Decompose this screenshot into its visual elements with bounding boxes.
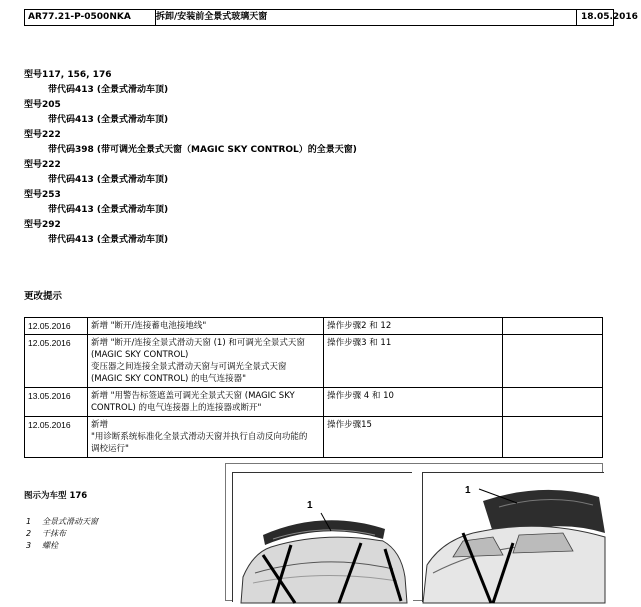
car-rear-illustration xyxy=(232,472,412,602)
car-roof-illustration xyxy=(422,472,604,602)
model-code: 带代码413 (全景式滑动车顶) xyxy=(48,85,169,95)
change-description: 新增 "用警告标签遮盖可调光全景式天窗 (MAGIC SKY CONTROL) 的电气连接器上的连接器或断开" xyxy=(87,388,323,417)
model-type: 型号117, 156, 176 xyxy=(24,70,112,80)
callout-label: 1 xyxy=(307,500,313,511)
model-code: 带代码413 (全景式滑动车顶) xyxy=(48,175,169,185)
changes-table xyxy=(24,317,603,458)
table-row xyxy=(25,417,603,458)
change-date: 13.05.2016 xyxy=(25,388,88,417)
model-code: 带代码413 (全景式滑动车顶) xyxy=(48,205,169,215)
change-description: 新增 "断开/连接蓄电池接地线" xyxy=(87,318,323,335)
model-code: 带代码398 (带可调光全景式天窗（MAGIC SKY CONTROL）的全景天窗) xyxy=(48,145,357,155)
document-header xyxy=(24,9,638,26)
change-steps: 操作步骤3 和 11 xyxy=(324,335,503,388)
change-description: 新增 "用诊断系统标准化全景式滑动天窗并执行自动反向功能的 调校运行" xyxy=(87,417,323,458)
table-row xyxy=(25,335,603,388)
model-type: 型号253 xyxy=(24,190,61,200)
empty-cell xyxy=(503,388,603,417)
model-type: 型号222 xyxy=(24,130,61,140)
document-title: 拆卸/安装前全景式玻璃天窗 xyxy=(153,10,577,25)
model-type: 型号222 xyxy=(24,160,61,170)
car-rear-drawing xyxy=(233,473,413,603)
model-type: 型号292 xyxy=(24,220,61,230)
change-date: 12.05.2016 xyxy=(25,335,88,388)
figure-title: 图示为车型 176 xyxy=(24,491,88,501)
change-description: 新增 "断开/连接全景式滑动天窗 (1) 和可调光全景式天窗 (MAGIC SKY CONTROL) 变压器之间连接全景式滑动天窗与可调光全景式天窗 (MAGIC SKY CONTROL) 的电气连接器" xyxy=(87,335,323,388)
empty-cell xyxy=(503,335,603,388)
change-date: 12.05.2016 xyxy=(25,417,88,458)
document-code: AR77.21-P-0500NKA xyxy=(25,10,156,25)
legend-item: 1 全景式滑动天窗 xyxy=(26,517,98,526)
model-code: 带代码413 (全景式滑动车顶) xyxy=(48,235,169,245)
change-steps: 操作步骤 4 和 10 xyxy=(324,388,503,417)
changes-heading: 更改提示 xyxy=(24,291,63,302)
model-code: 带代码413 (全景式滑动车顶) xyxy=(48,115,169,125)
change-steps: 操作步骤2 和 12 xyxy=(324,318,503,335)
empty-cell xyxy=(503,318,603,335)
model-applicability-list xyxy=(24,68,357,248)
empty-cell xyxy=(503,417,603,458)
figure-panel xyxy=(225,463,603,601)
callout-label: 1 xyxy=(465,485,471,496)
car-roof-drawing xyxy=(423,473,605,603)
figure-legend xyxy=(26,516,98,552)
change-date: 12.05.2016 xyxy=(25,318,88,335)
document-date: 18.05.2016 xyxy=(581,12,638,22)
model-type: 型号205 xyxy=(24,100,61,110)
table-row xyxy=(25,318,603,335)
table-row xyxy=(25,388,603,417)
change-steps: 操作步骤15 xyxy=(324,417,503,458)
legend-item: 2 干抹布 xyxy=(26,529,66,538)
legend-item: 3 螺栓 xyxy=(26,541,58,550)
